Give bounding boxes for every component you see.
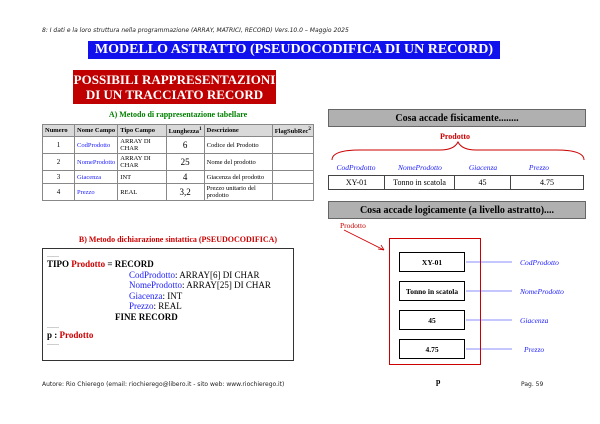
side-label-codprodotto: CodProdotto <box>520 258 559 267</box>
field-name: CodProdotto <box>129 269 176 280</box>
pseudocode-ellipsis: …… <box>47 324 59 330</box>
cell-descrizione: Giacenza del prodotto <box>204 171 272 184</box>
cell-numero: 3 <box>43 171 75 184</box>
field-name: Giacenza <box>129 290 163 301</box>
cell-nome-campo: Giacenza <box>75 171 118 184</box>
cell-numero: 2 <box>43 154 75 171</box>
physical-cell-giacenza: 45 <box>455 176 511 190</box>
cell-lunghezza: 4 <box>166 171 204 184</box>
table-row <box>43 154 314 171</box>
field-connector-lines <box>466 255 516 355</box>
pseudocode-tipo-line <box>47 259 289 270</box>
cell-lunghezza: 3,2 <box>166 184 204 201</box>
logical-cell-giacenza: 45 <box>399 310 465 330</box>
col-header-descrizione: Descrizione <box>204 125 272 137</box>
field-label-codprodotto: CodProdotto <box>336 163 376 172</box>
field-name: NomeProdotto <box>129 280 182 290</box>
cell-tipo-campo: ARRAY DI CHAR <box>118 154 166 171</box>
cell-descrizione: Prezzo unitario del prodotto <box>204 184 272 201</box>
field-label-prezzo: Prezzo <box>528 163 550 172</box>
col-header-nome-campo: Nome Campo <box>75 125 118 137</box>
footer-author: Autore: Rio Chierego (email: riochierego@libero.it - sito web: www.riochierego.it) <box>42 381 285 388</box>
physical-title-bar: Cosa accade fisicamente........ <box>328 109 586 127</box>
pseudocode-variable-line <box>47 330 289 341</box>
cell-numero: 4 <box>43 184 75 201</box>
table-row <box>43 184 314 201</box>
method-a-title: A) Metodo di rappresentazione tabellare <box>108 110 248 119</box>
main-title: MODELLO ASTRATTO (PSEUDOCODIFICA DI UN RECORD) <box>88 41 500 59</box>
field-type: : ARRAY[6] DI CHAR <box>175 269 260 280</box>
variable-p: p : <box>47 330 58 340</box>
representations-title-line2: DI UN TRACCIATO RECORD <box>85 87 264 102</box>
table-row <box>43 171 314 184</box>
prodotto-logical-label: Prodotto <box>340 221 366 230</box>
record-brace <box>330 140 586 162</box>
field-label-nomeprodotto: NomeProdotto <box>398 163 442 172</box>
pseudocode-field-line <box>47 301 289 312</box>
cell-lunghezza: 25 <box>166 154 204 171</box>
col-header-lunghezza: Lunghezza$^1$ <box>166 125 204 137</box>
logical-cell-codprodotto: XY-01 <box>399 252 465 272</box>
pseudocode-fine-record: FINE RECORD <box>115 311 178 322</box>
field-type: : INT <box>162 290 183 301</box>
logical-title-bar: Cosa accade logicamente (a livello astratto).... <box>328 201 586 219</box>
cell-tipo-campo: REAL <box>118 184 166 201</box>
variable-p-label: p <box>436 377 441 386</box>
cell-descrizione: Codice del Prodotto <box>204 137 272 154</box>
representations-title-box <box>73 70 276 104</box>
representations-title-line1: POSSIBILI RAPPRESENTAZIONI <box>73 72 276 87</box>
cell-flagsubrec <box>272 184 313 201</box>
cell-nome-campo: Prezzo <box>75 184 118 201</box>
cell-lunghezza: 6 <box>166 137 204 154</box>
pseudocode-box <box>42 248 294 361</box>
physical-cell-nomeprodotto: Tonno in scatola <box>385 176 455 190</box>
cell-descrizione: Nome del prodotto <box>204 154 272 171</box>
side-label-nomeprodotto: NomeProdotto <box>520 287 564 296</box>
footer-page-number: Pag. 59 <box>521 381 544 388</box>
method-b-title: B) Metodo dichiarazione sintattica (PSEUDOCODIFICA) <box>78 235 278 244</box>
prodotto-label: Prodotto <box>439 132 471 141</box>
keyword-record: = RECORD <box>107 259 154 269</box>
col-header-flagsubrec: FlagSubRec$^2$ <box>272 125 313 137</box>
record-layout-table <box>42 124 314 201</box>
col-header-numero: Numero <box>43 125 75 137</box>
cell-numero: 1 <box>43 137 75 154</box>
logical-cell-prezzo: 4.75 <box>399 339 465 359</box>
cell-nome-campo: NomeProdotto <box>75 154 118 171</box>
cell-flagsubrec <box>272 137 313 154</box>
physical-cell-prezzo: 4.75 <box>511 176 584 190</box>
pseudocode-field-line <box>47 291 289 302</box>
cell-nome-campo: CodProdotto <box>75 137 118 154</box>
cell-tipo-campo: ARRAY DI CHAR <box>118 137 166 154</box>
field-name: Prezzo <box>129 301 154 311</box>
cell-tipo-campo: INT <box>118 171 166 184</box>
field-type: : ARRAY[25] DI CHAR <box>182 280 271 290</box>
side-label-giacenza: Giacenza <box>520 316 549 325</box>
pseudocode-field-line <box>47 280 289 291</box>
keyword-tipo: TIPO <box>47 259 70 269</box>
field-label-giacenza: Giacenza <box>468 163 498 172</box>
page-header: 8: I dati e la loro struttura nella programmazione (ARRAY, MATRICI, RECORD) Vers.10.0 – Maggio 2025 <box>42 27 349 34</box>
type-name-prodotto: Prodotto <box>71 259 106 269</box>
cell-flagsubrec <box>272 171 313 184</box>
col-header-tipo-campo: Tipo Campo <box>118 125 166 137</box>
logical-cell-nomeprodotto: Tonno in scatola <box>399 281 465 301</box>
field-type: : REAL <box>153 301 182 311</box>
pseudocode-ellipsis: …… <box>47 253 59 259</box>
pseudocode-field-line <box>47 270 289 281</box>
side-label-prezzo: Prezzo <box>524 345 545 354</box>
cell-flagsubrec <box>272 154 313 171</box>
pseudocode-ellipsis: …… <box>47 340 59 347</box>
table-header-row <box>43 125 314 137</box>
table-row <box>43 137 314 154</box>
physical-cell-codprodotto: XY-01 <box>329 176 385 190</box>
table-row <box>329 176 584 190</box>
variable-type: Prodotto <box>59 330 94 340</box>
physical-record-table <box>328 175 584 190</box>
